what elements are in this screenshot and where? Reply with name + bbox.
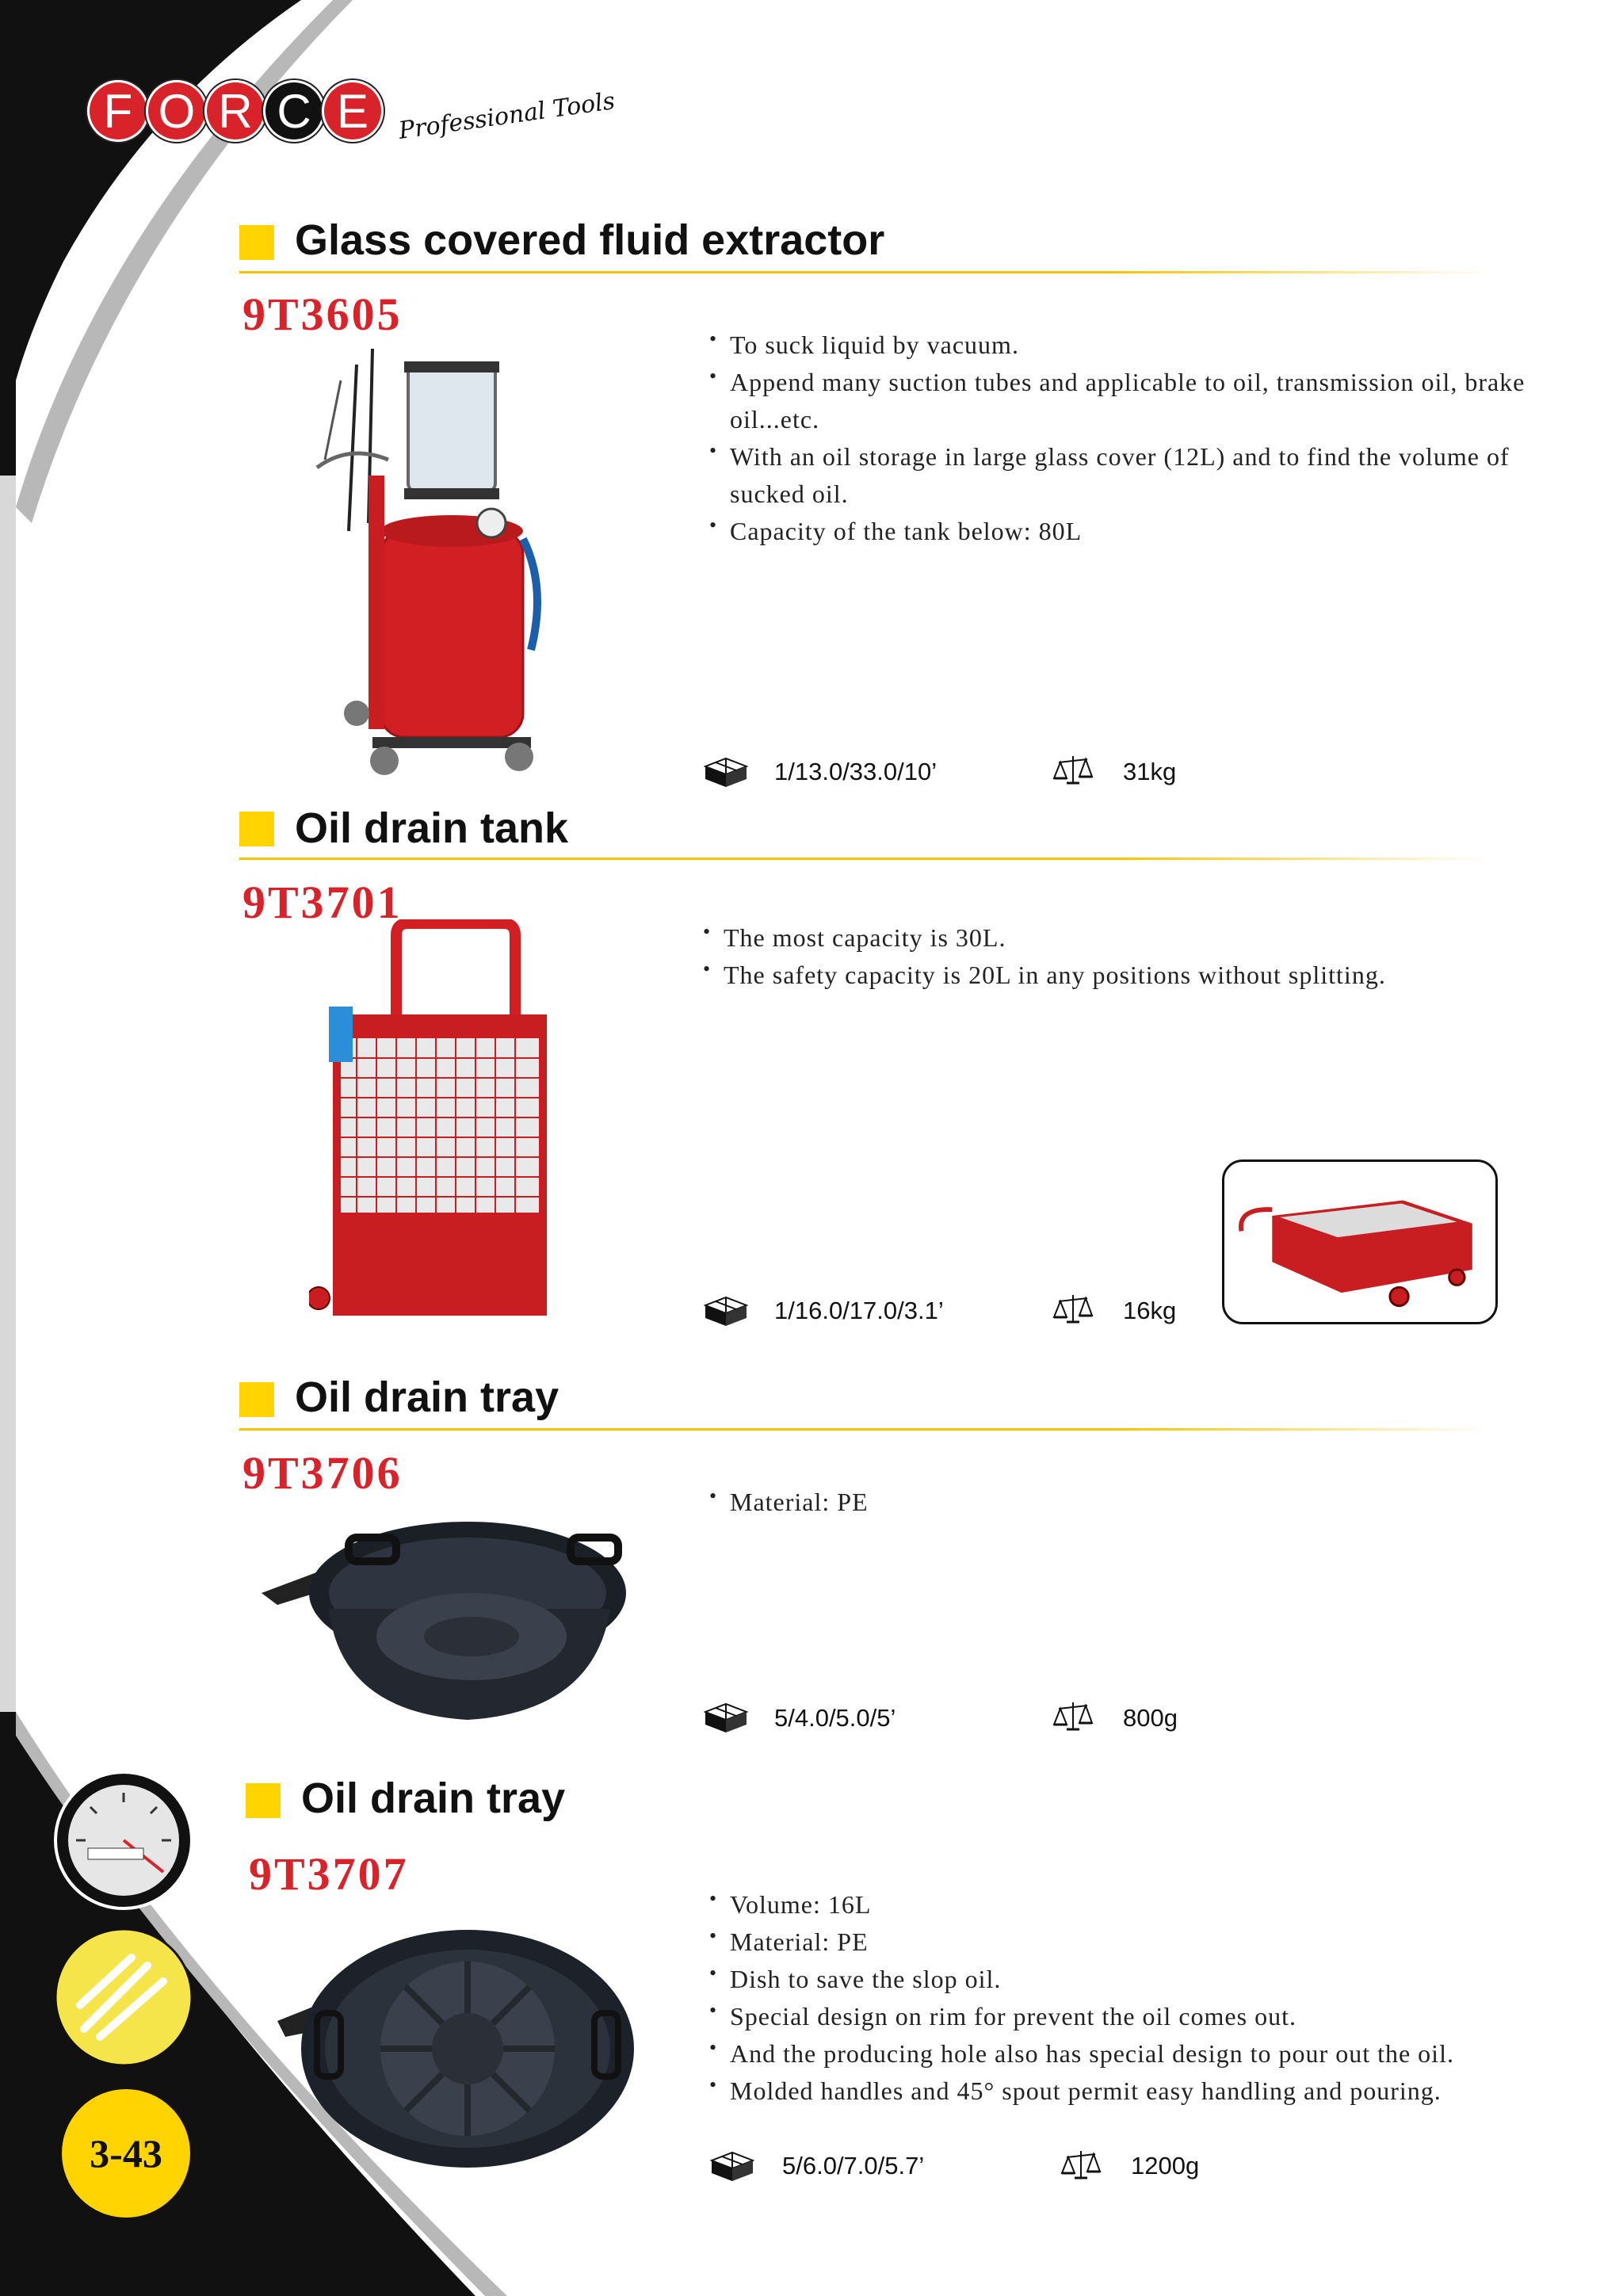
carton-box-icon (710, 2151, 754, 2181)
fluid-extractor-image (293, 333, 555, 785)
section-marker-square (239, 1382, 274, 1417)
section-title: Oil drain tray (301, 1775, 566, 1822)
balance-scale-icon (1052, 753, 1094, 786)
section-title: Oil drain tray (295, 1373, 559, 1421)
logo-letter: F (87, 80, 149, 142)
oil-drain-tank-alt-view-image (1224, 1162, 1495, 1322)
section-title: Oil drain tank (295, 804, 569, 852)
feature-list (709, 1484, 1541, 1521)
oil-drain-tray-top-view-image (269, 1918, 650, 2172)
packing-spec: 5/4.0/5.0/5’ (774, 1704, 896, 1732)
feature-list (709, 327, 1541, 550)
product-code: 9T3701 (242, 877, 403, 928)
packing-spec: 1/13.0/33.0/10’ (774, 758, 938, 785)
balance-scale-icon (1052, 1292, 1094, 1325)
feature-item: • Material: PE (709, 1924, 1565, 1961)
section-rule (239, 1428, 1491, 1431)
brand-logo (87, 79, 616, 143)
weight-spec: 16kg (1123, 1297, 1177, 1324)
feature-item: • Capacity of the tank below: 80L (709, 513, 1541, 550)
logo-letter: E (322, 80, 384, 142)
product-code: 9T3706 (242, 1447, 403, 1499)
section-title: Glass covered fluid extractor (295, 216, 885, 264)
feature-item: • With an oil storage in large glass cover (12L) and to find the volume of sucked oil. (709, 438, 1541, 513)
logo-letter: C (263, 80, 325, 142)
feature-item: • Dish to save the slop oil. (709, 1961, 1565, 1998)
feature-item: • The most capacity is 30L. (703, 919, 1535, 957)
inset-image-frame (1222, 1159, 1498, 1324)
section-marker-square (239, 225, 274, 260)
packing-spec: 5/6.0/7.0/5.7’ (782, 2152, 925, 2179)
feature-list (709, 1886, 1565, 2110)
section-rule (239, 858, 1491, 860)
weight-spec: 31kg (1123, 758, 1177, 785)
logo-letter: O (146, 80, 208, 142)
oil-drain-tank-image (309, 919, 563, 1331)
product-code: 9T3707 (249, 1848, 409, 1900)
feature-item: • Material: PE (709, 1484, 1541, 1521)
feature-item: • Molded handles and 45° spout permit easy handling and pouring. (709, 2073, 1565, 2110)
section-rule (239, 271, 1491, 273)
logo-tagline: Professional Tools (396, 86, 617, 145)
page-number: 3-43 (59, 2086, 193, 2221)
feature-item: • Append many suction tubes and applicable to oil, transmission oil, brake oil...etc. (709, 364, 1541, 438)
section-marker-square (246, 1783, 281, 1818)
speedometer-icon (52, 1769, 195, 1912)
carton-box-icon (704, 1702, 748, 1733)
carton-box-icon (704, 757, 748, 787)
weight-spec: 1200g (1131, 2152, 1200, 2179)
tools-icon (52, 1926, 195, 2069)
packing-spec: 1/16.0/17.0/3.1’ (774, 1297, 944, 1324)
feature-item: • To suck liquid by vacuum. (709, 327, 1541, 364)
feature-item: • And the producing hole also has special design to pour out the oil. (709, 2035, 1565, 2073)
feature-item: • Volume: 16L (709, 1886, 1565, 1924)
balance-scale-icon (1060, 2148, 1102, 2181)
balance-scale-icon (1052, 1699, 1094, 1733)
weight-spec: 800g (1123, 1704, 1178, 1732)
product-code: 9T3605 (242, 288, 403, 340)
feature-list (703, 919, 1535, 994)
logo-letter: R (204, 80, 266, 142)
carton-box-icon (704, 1296, 748, 1326)
feature-item: • The safety capacity is 20L in any positions without splitting. (703, 957, 1535, 994)
feature-item: • Special design on rim for prevent the oil comes out. (709, 1998, 1565, 2035)
oil-drain-tray-image (254, 1506, 650, 1744)
section-marker-square (239, 812, 274, 846)
